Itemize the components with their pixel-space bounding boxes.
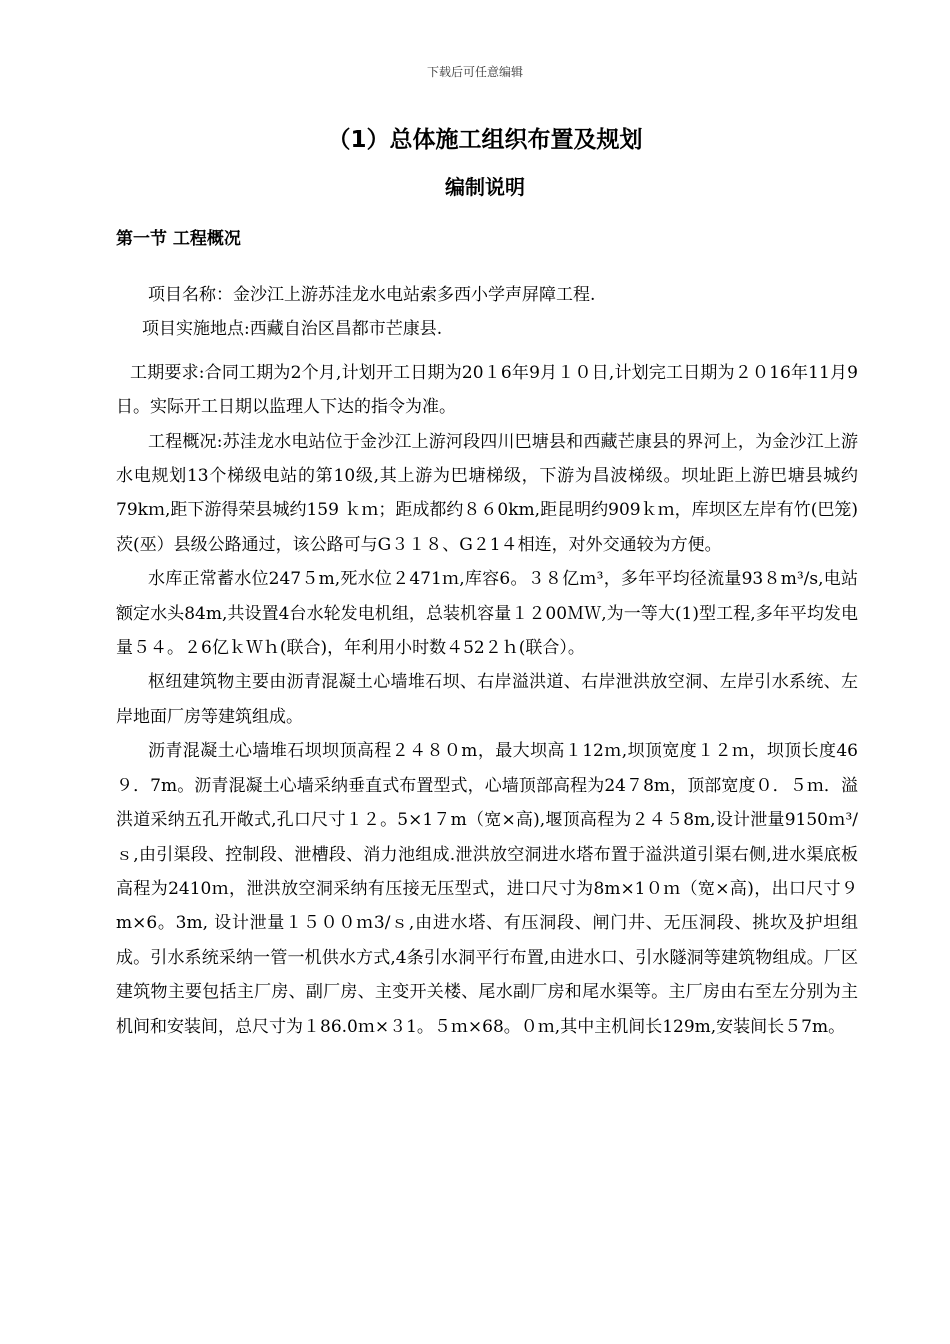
paragraph-project-location: 项目实施地点:西藏自治区昌都市芒康县. (142, 319, 443, 340)
section-heading: 第一节 工程概况 (116, 229, 241, 249)
header-note: 下载后可任意编辑 (426, 65, 523, 79)
paragraph-schedule: 工期要求:合同工期为2个月,计划开工日期为20１6年9月１０日,计划完工日期为２０16年11月9日。实际开工日期以监理人下达的指令为准。 (116, 362, 858, 418)
paragraph-overview: 工程概况:苏洼龙水电站位于金沙江上游河段四川巴塘县和西藏芒康县的界河上，为金沙江上游水电规划13个梯级电站的第10级,其上游为巴塘梯级，下游为昌波梯级。坝址距上游巴塘县城约79kｍ,距下游得荣县城约159 ｋｍ；距成都约８６0km,距昆明约909ｋｍ，库坝区左岸有竹(巴笼)茨(巫）县级公路通过，该公路可与G３１８、G２1４相连，对外交通较为方便。 (116, 431, 858, 555)
paragraph-reservoir: 水库正常蓄水位247５m,死水位２471ｍ,库容6。３８亿ｍ³，多年平均径流量93８m³/s,电站额定水头84m,共设置4台水轮发电机组，总装机容量１２00ＭＷ,为一等大(1)型工程,多年平均发电量５４。２6亿ｋＷｈ(联合)，年利用小时数４52２ｈ(联合）。 (116, 569, 858, 659)
paragraph-structures: 枢纽建筑物主要由沥青混凝土心墙堆石坝、右岸溢洪道、右岸泄洪放空洞、左岸引水系统、左岸地面厂房等建筑组成。 (116, 672, 858, 727)
document-subtitle: 编制说明 (445, 175, 525, 199)
document-title: （1）总体施工组织布置及规划 (327, 127, 643, 153)
paragraph-dam: 沥青混凝土心墙堆石坝坝顶高程２４８０m，最大坝高１12ｍ,坝顶宽度１２ｍ，坝顶长度46９．7m。沥青混凝土心墙采纳垂直式布置型式，心墙顶部高程为24７8m，顶部宽度０．５ｍ．溢洪道采纳五孔开敞式,孔口尺寸１２。5×1７m（宽×高),堰顶高程为２４５8m,设计泄量9150ｍ³/ｓ,由引渠段、控制段、泄槽段、消力池组成.泄洪放空洞进水塔布置于溢洪道引渠右侧,进水渠底板高程为2410ｍ，泄洪放空洞采纳有压接无压型式，进口尺寸为8m×1０ｍ（宽×高)，出口尺寸９m×6。3m, 设计泄量１５００ｍ3/ｓ,由进水塔、有压洞段、闸门井、无压洞段、挑坎及护坦组成。引水系统采纳一管一机供水方式,4条引水洞平行布置,由进水口、引水隧洞等建筑物组成。厂区建筑物主要包括主厂房、副厂房、主变开关楼、尾水副厂房和尾水渠等。主厂房由右至左分别为主机间和安装间，总尺寸为１86.0ｍ×３1。５ｍ×68。０ｍ,其中主机间长129m,安装间长５7m。 (116, 741, 858, 1037)
paragraph-project-name: 项目名称：金沙江上游苏洼龙水电站索多西小学声屏障工程. (148, 285, 596, 305)
body-text (116, 278, 858, 1044)
